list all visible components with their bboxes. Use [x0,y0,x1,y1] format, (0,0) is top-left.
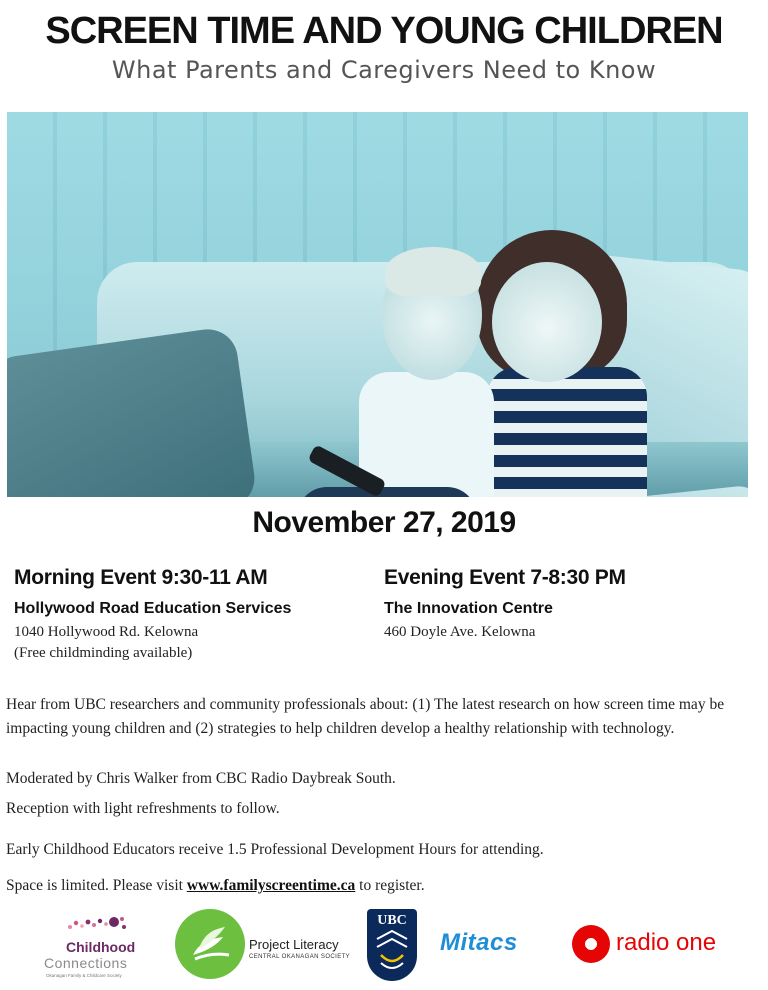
childhood-connections-line2: Connections [44,955,128,971]
photo-girl-face [492,262,602,382]
mitacs-logo: Mitacs [440,929,518,956]
morning-event-heading: Morning Event 9:30-11 AM [14,566,268,589]
photo-pillow-left [7,325,258,497]
moderator-line: Moderated by Chris Walker from CBC Radio Daybreak South. [6,770,396,787]
photo-girl-striped-shirt [487,367,647,497]
registration-suffix: to register. [355,877,425,894]
radio-one-wordmark: radio one [616,929,717,956]
evening-event [384,566,626,641]
ubc-wordmark: UBC [377,913,407,928]
registration-line [6,874,758,898]
registration-link[interactable]: www.familyscreentime.ca [186,877,356,894]
event-date: November 27, 2019 [252,506,516,539]
morning-event [14,566,291,662]
page-subtitle: What Parents and Caregivers Need to Know [111,56,657,84]
registration-prefix: Space is limited. Please visit [6,877,187,894]
morning-event-address: 1040 Hollywood Rd. Kelowna [14,624,199,640]
cbc-gem-icon [572,925,610,963]
project-literacy-logo [175,909,360,985]
ece-hours-line: Early Childhood Educators receive 1.5 Professional Development Hours for attending. [6,841,544,858]
cbc-radio-one-logo [572,925,742,965]
sponsor-logos [0,905,768,990]
photo-boy-legs [297,487,477,497]
childhood-connections-line1: Childhood [66,939,136,955]
project-literacy-leaf-icon [175,909,245,979]
childhood-connections-dots-icon [62,913,132,935]
morning-event-note: (Free childminding available) [14,645,193,661]
reception-line: Reception with light refreshments to follow. [6,800,280,817]
project-literacy-name: Project Literacy [249,937,339,952]
morning-event-venue: Hollywood Road Education Services [14,600,292,617]
ubc-logo [367,909,417,984]
page-title: SCREEN TIME AND YOUNG CHILDREN [45,10,723,52]
project-literacy-book-icon [175,909,245,979]
childhood-connections-logo [42,913,142,983]
evening-event-heading: Evening Event 7-8:30 PM [384,566,626,589]
evening-event-address: 460 Doyle Ave. Kelowna [384,624,536,640]
project-literacy-sub: CENTRAL OKANAGAN SOCIETY [249,954,351,960]
description-paragraph: Hear from UBC researchers and community professionals about: (1) The latest research on how screen time may be impacting young children and (2) strategies to help children develop a healthy relationship with technology. [6,696,725,737]
hero-photo-children-watching-tv [7,112,748,497]
childhood-connections-tagline: Okanagan Family & Childcare Society [46,973,122,978]
photo-boy-hair [385,247,481,297]
evening-event-venue: The Innovation Centre [384,600,553,617]
